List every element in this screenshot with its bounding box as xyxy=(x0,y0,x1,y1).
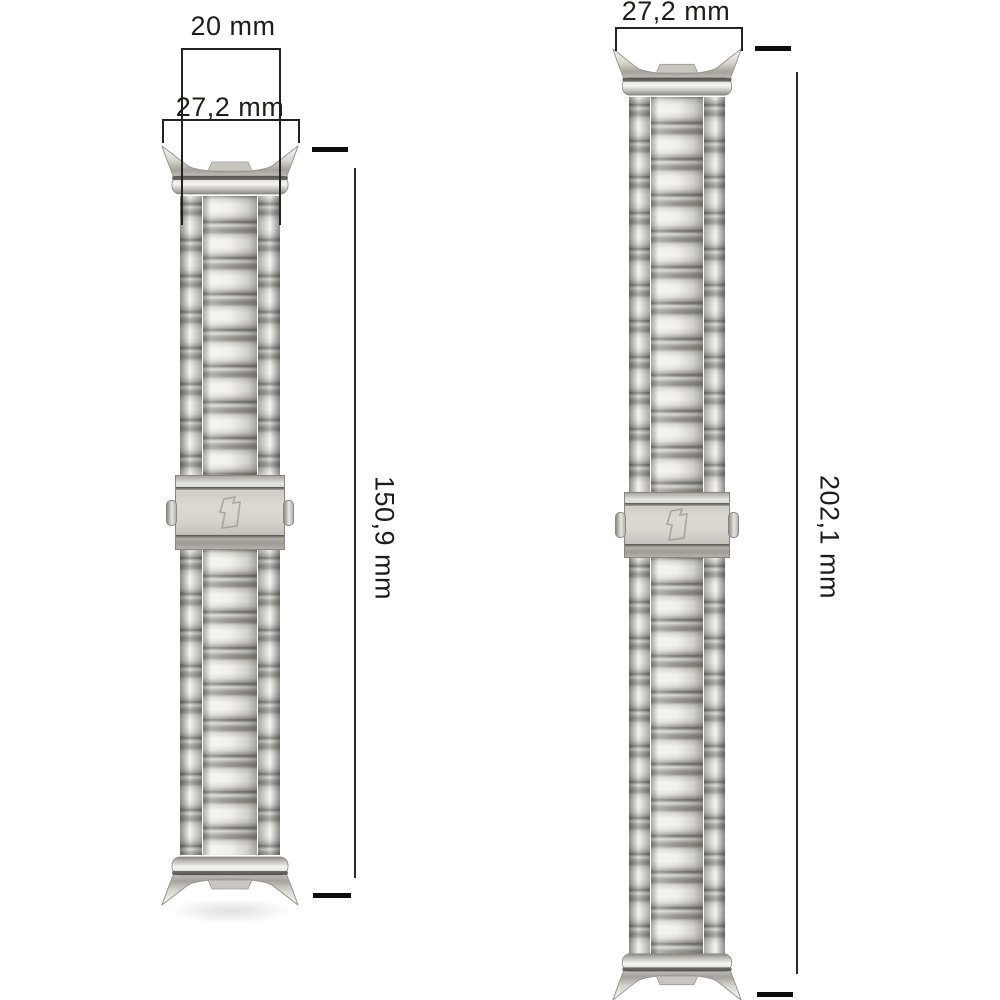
bracelet-outer-links-right xyxy=(258,550,280,855)
right-length-label: 202,1 mm xyxy=(814,474,845,600)
left-length-label: 150,9 mm xyxy=(369,475,400,601)
bracelet-outer-links-right xyxy=(704,97,725,492)
left-clasp xyxy=(175,475,285,550)
clasp-pusher-left xyxy=(615,512,626,538)
left-bracelet-upper-segment xyxy=(180,196,280,475)
brand-logo-engraving-icon xyxy=(662,508,692,542)
right-bracelet-lower-segment xyxy=(629,558,725,955)
left-length-line xyxy=(354,168,356,878)
bracelet-outer-links-left xyxy=(180,550,202,855)
bracelet-outer-links-left xyxy=(180,196,202,475)
bracelet-center-links xyxy=(202,550,258,855)
left-lug-width-label: 27,2 mm xyxy=(175,92,285,122)
right-length-tick-top xyxy=(755,46,791,51)
brand-logo-engraving-icon xyxy=(215,496,245,530)
left-band-width-label: 20 mm xyxy=(190,11,276,41)
bracelet-outer-links-right xyxy=(704,558,725,955)
clasp-groove xyxy=(625,503,729,506)
right-length-tick-bottom xyxy=(757,992,793,997)
clasp-groove xyxy=(625,544,729,547)
right-lug-width-label: 27,2 mm xyxy=(621,0,731,26)
left-length-tick-bottom xyxy=(313,893,351,898)
clasp-groove xyxy=(176,487,284,490)
left-bracelet-lower-segment xyxy=(180,550,280,855)
bracelet-center-links xyxy=(650,97,704,492)
right-end-link-top-icon xyxy=(611,47,743,97)
bracelet-outer-links-left xyxy=(629,97,650,492)
left-length-tick-top xyxy=(312,147,348,152)
bracelet-center-links xyxy=(202,196,258,475)
right-clasp xyxy=(624,492,730,558)
clasp-pusher-right xyxy=(283,500,294,526)
clasp-pusher-right xyxy=(728,512,739,538)
bracelet-outer-links-right xyxy=(258,196,280,475)
bracelet-outer-links-left xyxy=(629,558,650,955)
left-band-shadow xyxy=(168,898,293,924)
right-length-line xyxy=(796,72,798,974)
clasp-pusher-left xyxy=(166,500,177,526)
right-lug-width-bracket xyxy=(615,27,743,51)
right-end-link-bottom-icon xyxy=(611,952,743,1000)
right-bracelet-upper-segment xyxy=(629,97,725,492)
left-lug-width-bracket xyxy=(162,119,300,143)
clasp-groove xyxy=(176,535,284,538)
bracelet-center-links xyxy=(650,558,704,955)
